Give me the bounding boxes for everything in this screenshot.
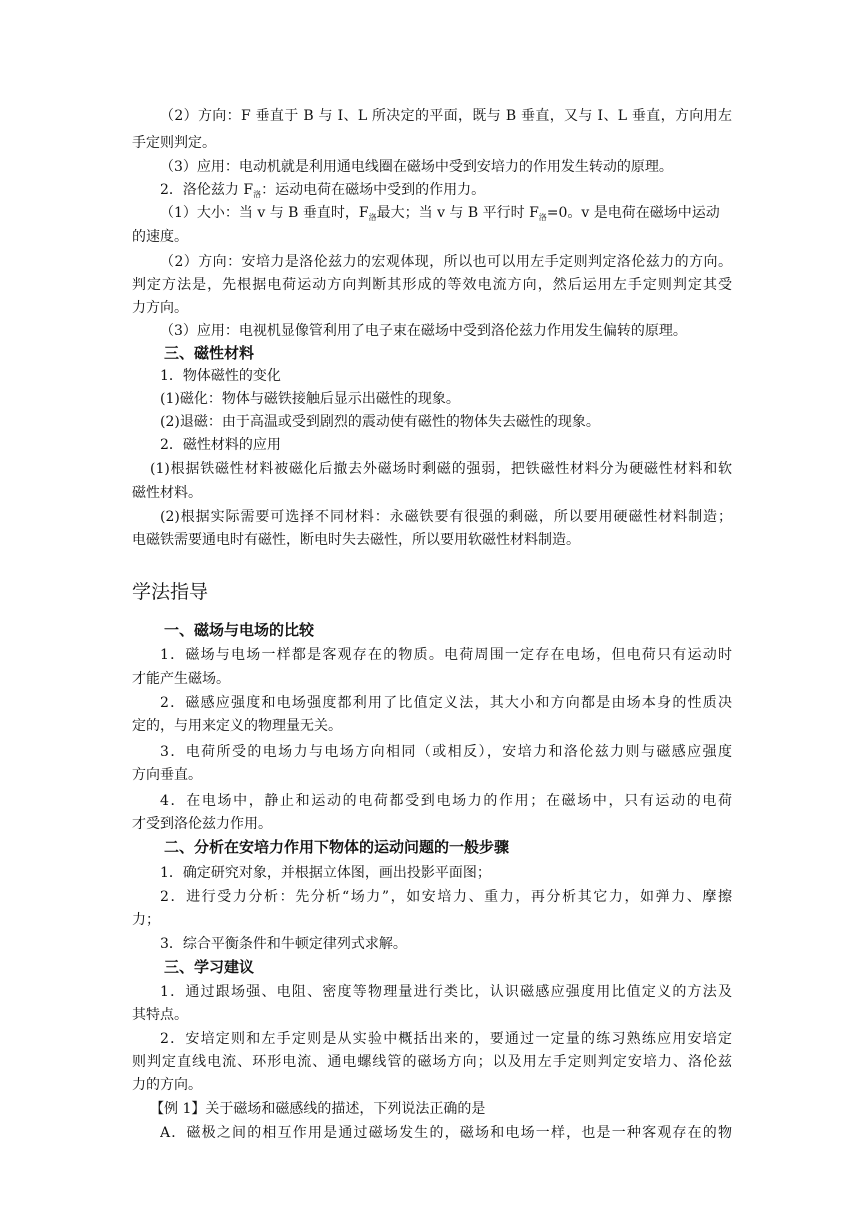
- text-run: （1）大小：当 v 与 B 垂直时，F: [160, 205, 369, 221]
- text-line: 2．磁感应强度和电场强度都利用了比值定义法，其大小和方向都是由场本身的性质决: [160, 695, 732, 711]
- text-line: 则判定直线电流、环形电流、通电螺线管的磁场方向；以及用左手定则判定安培力、洛伦兹: [132, 1054, 732, 1070]
- section-heading: 三、磁性材料: [164, 344, 255, 362]
- subscript: 洛: [538, 213, 547, 222]
- section-heading: 二、分析在安培力作用下物体的运动问题的一般步骤: [164, 838, 510, 856]
- text-line: （3）应用：电视机显像管利用了电子束在磁场中受到洛伦兹力作用发生偏转的原理。: [160, 323, 687, 339]
- text-line: 判定方法是，先根据电荷运动方向判断其形成的等效电流方向，然后运用左手定则判定其受: [132, 277, 732, 293]
- text-line: 力；: [132, 912, 160, 928]
- text-line: 1．物体磁性的变化: [160, 368, 281, 384]
- text-line: 1．磁场与电场一样都是客观存在的物质。电荷周围一定存在电场，但电荷只有运动时: [160, 647, 732, 663]
- text-line: 手定则判定。: [132, 135, 216, 151]
- subscript: 洛: [253, 190, 262, 199]
- section-heading: 三、学习建议: [164, 958, 255, 976]
- text-line: （3）应用：电动机就是利用通电线圈在磁场中受到安培力的作用发生转动的原理。: [160, 159, 673, 175]
- text-run: ：运动电荷在磁场中受到的作用力。: [261, 182, 486, 198]
- text-run: 2．洛伦兹力 F: [160, 182, 254, 198]
- text-line: (1)根据铁磁性材料被磁化后撤去外磁场时剩磁的强弱，把铁磁性材料分为硬磁性材料和软: [150, 461, 732, 477]
- text-line: 才受到洛伦兹力作用。: [132, 816, 272, 832]
- text-line: 定的，与用来定义的物理量无关。: [132, 718, 342, 734]
- text-line: 其特点。: [132, 1007, 188, 1023]
- answer-option: A．磁极之间的相互作用是通过磁场发生的，磁场和电场一样，也是一种客观存在的物: [160, 1125, 732, 1141]
- text-line: 电磁铁需要通电时有磁性，断电时失去磁性，所以要用软磁性材料制造。: [132, 532, 580, 548]
- text-line: 3．电荷所受的电场力与电场方向相同（或相反），安培力和洛伦兹力则与磁感应强度: [160, 744, 732, 760]
- text-line: 2．磁性材料的应用: [160, 437, 281, 453]
- text-run: 最大；当 v 与 B 平行时 F: [376, 205, 539, 221]
- text-line: 力方向。: [132, 300, 188, 316]
- text-line: 才能产生磁场。: [132, 671, 230, 687]
- text-line: [160, 181, 732, 199]
- example-question: 【例 1】关于磁场和磁感线的描述，下列说法正确的是: [150, 1101, 486, 1117]
- text-line: (1)磁化：物体与磁铁接触后显示出磁性的现象。: [160, 391, 460, 407]
- text-line: （2）方向：安培力是洛伦兹力的宏观体现，所以也可以用左手定则判定洛伦兹力的方向。: [160, 254, 732, 270]
- text-line: 方向垂直。: [132, 767, 202, 783]
- text-line: 2．安培定则和左手定则是从实验中概括出来的，要通过一定量的练习熟练应用安培定: [160, 1031, 732, 1047]
- text-line: 2．进行受力分析：先分析“场力”，如安培力、重力，再分析其它力，如弹力、摩擦: [160, 889, 732, 905]
- text-line: 4．在电场中，静止和运动的电荷都受到电场力的作用；在磁场中，只有运动的电荷: [160, 793, 732, 809]
- text-line: 1．通过跟场强、电阻、密度等物理量进行类比，认识磁感应强度用比值定义的方法及: [160, 984, 732, 1000]
- text-line: 的速度。: [132, 229, 188, 245]
- text-line: (2)退磁：由于高温或受到剧烈的震动使有磁性的物体失去磁性的现象。: [160, 414, 600, 430]
- text-line: (2)根据实际需要可选择不同材料：永磁铁要有很强的剩磁，所以要用硬磁性材料制造；: [160, 509, 732, 525]
- text-line: （2）方向：F 垂直于 B 与 I、L 所决定的平面，既与 B 垂直，又与 I、L 垂直，方向用左: [160, 108, 732, 124]
- text-line: 力的方向。: [132, 1077, 202, 1093]
- section-title: 学法指导: [132, 581, 209, 603]
- text-line: [160, 204, 732, 222]
- text-line: 1．确定研究对象，并根据立体图，画出投影平面图；: [160, 865, 491, 881]
- text-line: 3．综合平衡条件和牛顿定律列式求解。: [160, 936, 407, 952]
- subscript: 洛: [368, 213, 377, 222]
- text-line: 磁性材料。: [132, 485, 202, 501]
- text-run: =0。v 是电荷在磁场中运动: [546, 205, 720, 221]
- section-heading: 一、磁场与电场的比较: [164, 621, 315, 639]
